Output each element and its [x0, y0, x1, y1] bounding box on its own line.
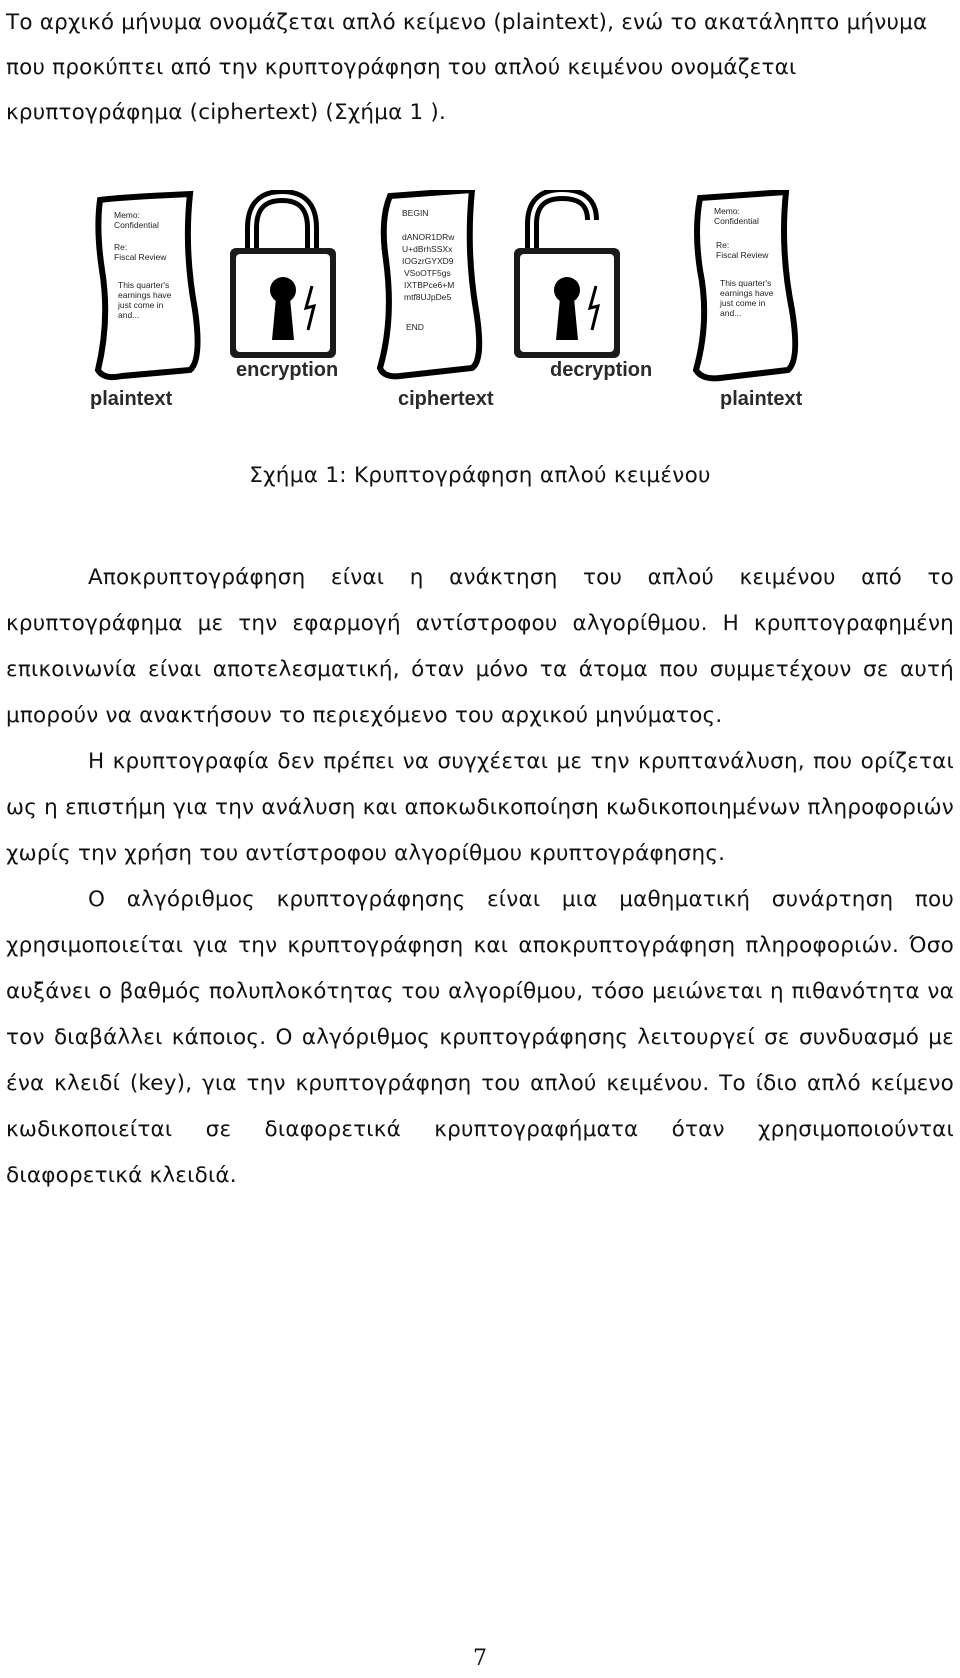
encryption-label: encryption — [236, 359, 339, 381]
memo-line: Re: — [114, 242, 128, 252]
memo-line: Fiscal Review — [114, 252, 167, 262]
memo-line: Confidential — [714, 216, 759, 226]
memo-line: This quarter's — [118, 280, 170, 290]
cipher-line: IOGzrGYXD9 — [402, 256, 454, 266]
cipher-line: VSoOTF5gs — [404, 268, 451, 278]
unlocked-padlock-icon — [514, 194, 620, 358]
memo-line: Memo: — [714, 206, 740, 216]
plaintext-left-label: plaintext — [90, 388, 173, 410]
memo-line: just come in — [118, 300, 164, 310]
memo-line: earnings have — [720, 288, 774, 298]
decryption-label: decryption — [550, 359, 653, 381]
figure-caption: Σχήμα 1: Κρυπτογράφηση απλού κειμένου — [249, 463, 711, 488]
plaintext-right-label: plaintext — [720, 388, 803, 410]
memo-line: Memo: — [114, 210, 140, 220]
cipher-line: mtf8UJpDe5 — [404, 292, 452, 302]
cipher-line: BEGIN — [402, 208, 429, 218]
plaintext-document-left-icon — [98, 194, 198, 377]
memo-line: earnings have — [118, 290, 172, 300]
memo-line: Confidential — [114, 220, 159, 230]
plaintext-document-right-icon — [696, 192, 795, 378]
locked-padlock-icon — [230, 196, 336, 358]
memo-line: Re: — [716, 240, 730, 250]
memo-line: and... — [118, 310, 140, 320]
page-number: 7 — [473, 1646, 487, 1671]
memo-line: This quarter's — [720, 278, 772, 288]
paragraph: Αποκρυπτογράφηση είναι η ανάκτηση του απλού κειμένου από το κρυπτογράφημα με την εφαρμογή αντίστροφου αλγορίθμου. Η κρυπτογραφημένη επικοινωνία είναι αποτελεσματική, όταν μόνο τα άτομα που συμμετέχουν σε αυτή μπορούν να ανακτήσουν το περιεχόμενο του αρχικού μηνύματος. — [6, 565, 954, 728]
cipher-line: IXTBPce6+M — [404, 280, 455, 290]
cipher-line: U+dBrhSSXx — [402, 244, 453, 254]
memo-line: Fiscal Review — [716, 250, 769, 260]
encryption-diagram — [80, 190, 880, 440]
cipher-line: dANOR1DRw — [402, 232, 455, 242]
paragraph: Ο αλγόριθμος κρυπτογράφησης είναι μια μαθηματική συνάρτηση που χρησιμοποιείται για την κρυπτογράφηση και αποκρυπτογράφηση πληροφοριών. Όσο αυξάνει ο βαθμός πολυπλοκότητας του αλγορίθμου, τόσο μειώνεται η πιθανότητα να τον διαβάλλει κάποιος. Ο αλγόριθμος κρυπτογράφησης λειτουργεί σε συνδυασμό με ένα κλειδί (key), για την κρυπτογράφηση του απλού κειμένου. Το ίδιο απλό κείμενο κωδικοποιείται σε διαφορετικά κρυπτογραφήματα όταν χρησιμοποιούνται διαφορετικά κλειδιά. — [6, 887, 954, 1188]
memo-line: and... — [720, 308, 742, 318]
intro-paragraph: Το αρχικό μήνυμα ονομάζεται απλό κείμενο (plaintext), ενώ το ακατάληπτο μήνυμα που προκύπτει από την κρυπτογράφηση του απλού κειμένου ονομάζεται κρυπτογράφημα (ciphertext) (Σχήμα 1 ). — [6, 10, 928, 125]
memo-line: just come in — [720, 298, 766, 308]
ciphertext-document-icon — [380, 190, 479, 376]
cipher-line: END — [406, 322, 424, 332]
body-text — [6, 555, 954, 1199]
paragraph: Η κρυπτογραφία δεν πρέπει να συγχέεται με την κρυπτανάλυση, που ορίζεται ως η επιστήμη για την ανάλυση και αποκωδικοποίηση κωδικοποιημένων πληροφοριών χωρίς την χρήση του αντίστροφου αλγορίθμου κρυπτογράφησης. — [6, 749, 954, 866]
ciphertext-label: ciphertext — [398, 388, 494, 410]
